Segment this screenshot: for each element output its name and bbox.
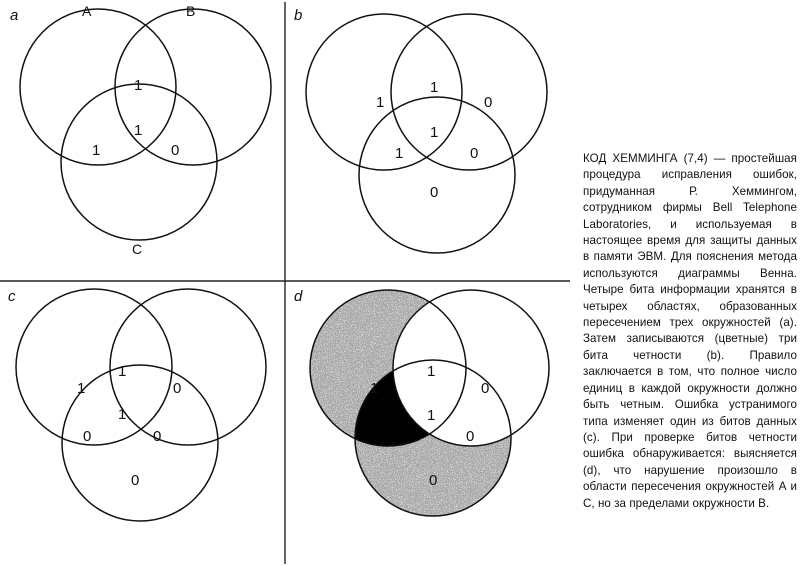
circle-label-a: A <box>82 3 92 19</box>
bit-bc: 0 <box>153 428 162 445</box>
bit-center: 1 <box>427 407 436 424</box>
bit-c-only: 0 <box>429 472 438 489</box>
bit-ac: 0 <box>83 428 92 445</box>
circle-b <box>110 289 266 445</box>
bit-center: 1 <box>134 122 143 139</box>
bit-c-only: 0 <box>131 472 140 489</box>
bit-bc: 0 <box>466 428 475 445</box>
bit-bc: 0 <box>470 145 479 162</box>
circle-label-c: C <box>132 241 143 257</box>
panel-c <box>8 288 266 521</box>
bit-b-only: 0 <box>481 380 490 397</box>
bit-c-only: 0 <box>430 184 439 201</box>
bit-ab: 1 <box>430 79 439 96</box>
bit-ac: 1 <box>395 145 404 162</box>
bit-a-only: 1 <box>370 380 379 397</box>
panel-b <box>294 7 547 253</box>
bit-bc: 0 <box>171 142 180 159</box>
bit-ab: 1 <box>118 363 127 380</box>
bit-ab: 1 <box>427 363 436 380</box>
panel-letter-a: a <box>10 7 19 24</box>
bit-b-only: 0 <box>173 380 182 397</box>
circle-a <box>16 289 172 445</box>
bit-a-only: 1 <box>376 94 385 111</box>
panel-letter-b: b <box>294 7 303 24</box>
figure-caption: КОД ХЕММИНГА (7,4) — простейшая процедура исправления ошибок, придуманная Р. Хеммингом, сотрудником фирмы Bell Telephone Laboratories, и используемая в настоящее время для защиты данных в памяти ЭВМ. Для пояснения метода используются диаграммы Венна. Четыре бита информации хранятся в четырех областях, образованных пересечением трех окружностей (a). Затем записываются (цветные) три бита четности (b). Правило заключается в том, что полное число единиц в каждой окружности должно быть четным. Ошибка устранимого типа изменяет один из битов данных (c). При проверке битов четности ошибка обнаруживается: выясняется (d), что нарушение произошло в области пересечения окружностей A и C, но за пределами окружности B. <box>583 152 797 510</box>
circle-a <box>306 14 462 170</box>
circle-label-b: B <box>186 3 196 19</box>
panel-a <box>10 3 271 257</box>
bit-a-only: 1 <box>77 380 86 397</box>
panel-letter-c: c <box>8 288 16 305</box>
bit-center: 1 <box>118 406 127 423</box>
bit-center: 1 <box>430 124 439 141</box>
bit-ac: 1 <box>92 142 101 159</box>
panel-letter-d: d <box>294 288 303 305</box>
circle-c <box>61 84 217 240</box>
bit-ab: 1 <box>134 77 143 94</box>
bit-b-only: 0 <box>484 94 493 111</box>
panel-d <box>294 288 549 516</box>
circle-b <box>391 14 547 170</box>
circle-c <box>359 97 515 253</box>
